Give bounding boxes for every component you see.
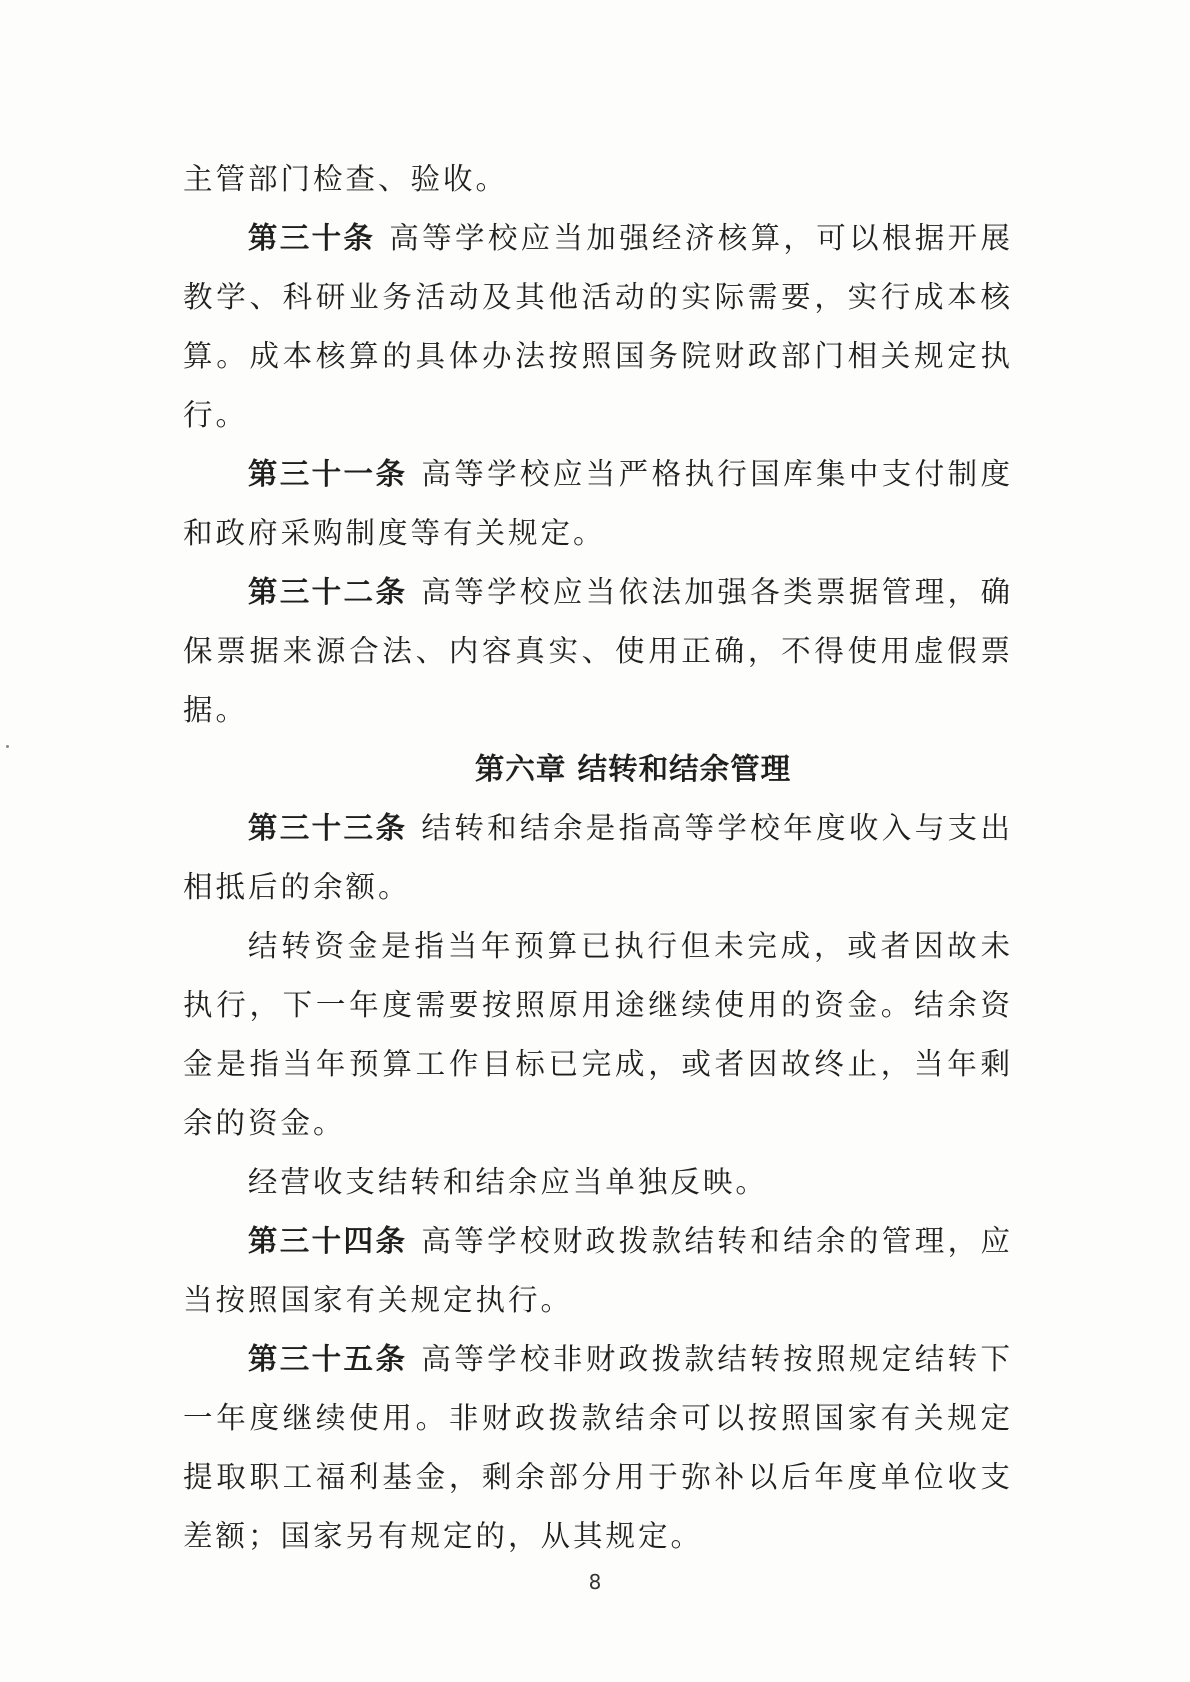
article-30-text: 高等学校应当加强经济核算，可以根据开展教学、科研业务活动及其他活动的实际需要，实行成本核算。成本核算的具体办法按照国务院财政部门相关规定执行。 bbox=[183, 221, 1013, 432]
article-31 bbox=[183, 445, 1013, 563]
scan-speck bbox=[6, 745, 9, 748]
chapter-6-heading: 第六章 结转和结余管理 bbox=[474, 752, 792, 786]
document-body bbox=[183, 150, 1013, 1566]
article-32-number: 第三十二条 bbox=[247, 575, 408, 609]
article-33-paragraph-2: 结转资金是指当年预算已执行但未完成，或者因故未执行，下一年度需要按照原用途继续使用的资金。结余资金是指当年预算工作目标已完成，或者因故终止，当年剩余的资金。 bbox=[183, 929, 1013, 1140]
article-34-number: 第三十四条 bbox=[247, 1224, 408, 1258]
article-31-number: 第三十一条 bbox=[247, 457, 408, 491]
article-32-text: 高等学校应当依法加强各类票据管理，确保票据来源合法、内容真实、使用正确，不得使用虚假票据。 bbox=[183, 575, 1013, 727]
article-33-paragraph-3: 经营收支结转和结余应当单独反映。 bbox=[247, 1165, 768, 1199]
article-31-text: 高等学校应当严格执行国库集中支付制度和政府采购制度等有关规定。 bbox=[183, 457, 1013, 550]
article-30-number: 第三十条 bbox=[247, 221, 376, 255]
article-32 bbox=[183, 563, 1013, 740]
continuation-paragraph: 主管部门检查、验收。 bbox=[183, 162, 509, 196]
article-33-text: 结转和结余是指高等学校年度收入与支出相抵后的余额。 bbox=[183, 811, 1013, 904]
article-35 bbox=[183, 1330, 1013, 1566]
article-34 bbox=[183, 1212, 1013, 1330]
page-number: 8 bbox=[588, 1570, 602, 1594]
article-35-text: 高等学校非财政拨款结转按照规定结转下一年度继续使用。非财政拨款结余可以按照国家有关规定提取职工福利基金，剩余部分用于弥补以后年度单位收支差额；国家另有规定的，从其规定。 bbox=[183, 1342, 1013, 1553]
article-30 bbox=[183, 209, 1013, 445]
article-34-text: 高等学校财政拨款结转和结余的管理，应当按照国家有关规定执行。 bbox=[183, 1224, 1013, 1317]
article-33 bbox=[183, 799, 1013, 917]
article-33-number: 第三十三条 bbox=[247, 811, 408, 845]
article-35-number: 第三十五条 bbox=[247, 1342, 408, 1376]
